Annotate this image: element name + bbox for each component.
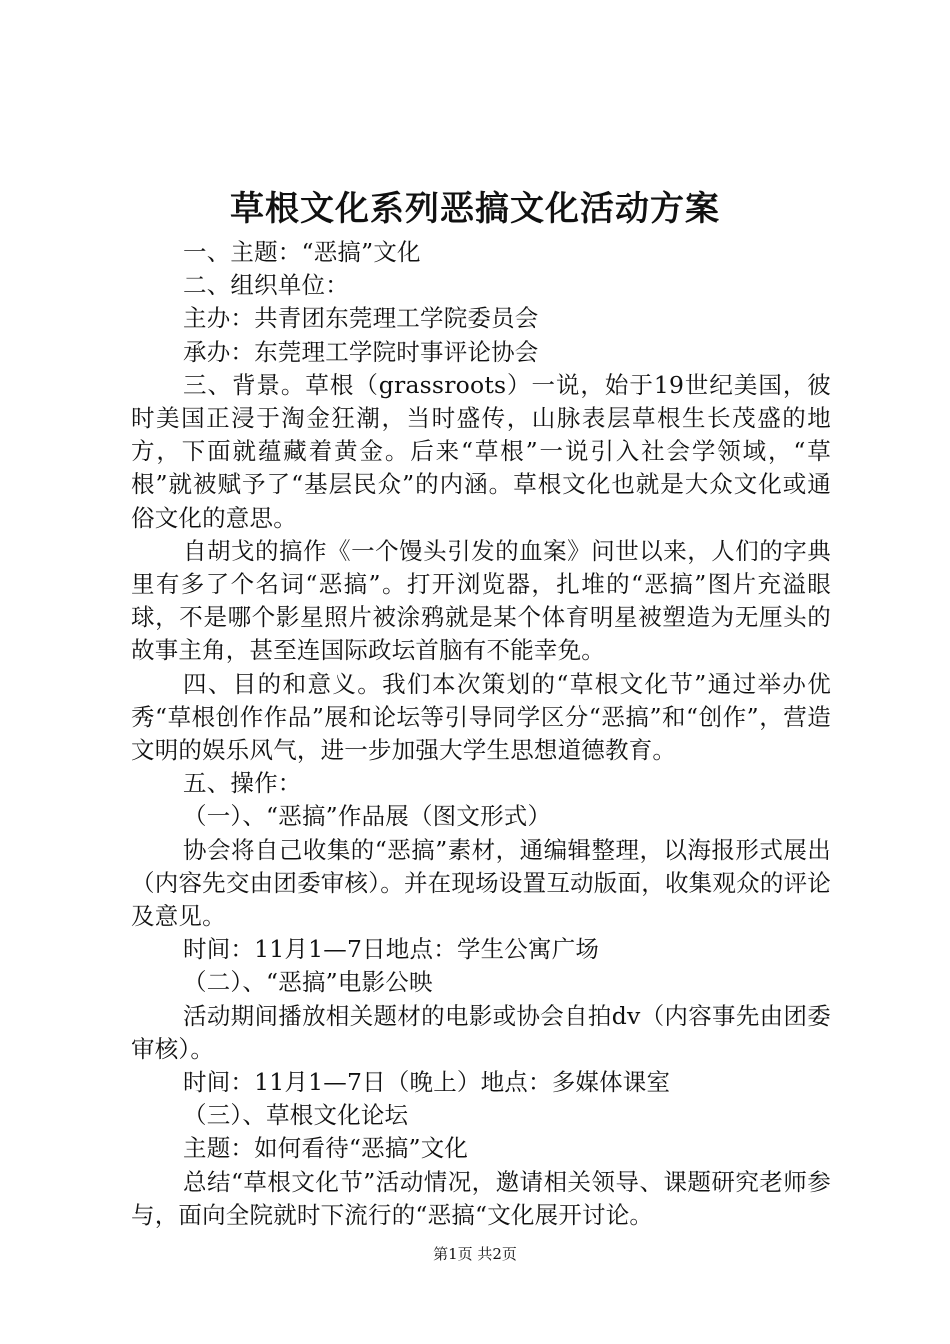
paragraph-organizers-heading: 二、组织单位： [183,271,349,300]
paragraph-forum-heading: （三）、草根文化论坛 [183,1101,409,1130]
paragraph-film-detail: 活动期间播放相关题材的电影或协会自拍dv（内容事先由团委审核）。 [131,1001,831,1063]
paragraph-host: 主办：共青团东莞理工学院委员会 [183,304,539,333]
document-title: 草根文化系列恶搞文化活动方案 [230,189,720,229]
paragraph-exhibition-time: 时间：11月1—7日地点：学生公寓广场 [183,935,600,964]
paragraph-egao-origin: 自胡戈的搞作《一个馒头引发的血案》问世以来，人们的字典里有多了个名词“恶搞”。打开浏览器，扎堆的“恶搞”图片充溢眼球，不是哪个影星照片被涂鸦就是某个体育明星被塑造为无厘头的故事主角，甚至连国际政坛首脑有不能幸免。 [131,536,831,665]
paragraph-background: 三、背景。草根（grassroots）一说，始于19世纪美国，彼时美国正浸于淘金狂潮，当时盛传，山脉表层草根生长茂盛的地方，下面就蕴藏着黄金。后来“草根”一说引入社会学领域，“草根”就被赋予了“基层民众”的内涵。草根文化也就是大众文化或通俗文化的意思。 [131,370,831,532]
paragraph-film-time: 时间：11月1—7日（晚上）地点：多媒体课室 [183,1068,671,1097]
paragraph-purpose: 四、目的和意义。我们本次策划的“草根文化节”通过举办优秀“草根创作作品”展和论坛等引导同学区分“恶搞”和“创作”，营造文明的娱乐风气，进一步加强大学生思想道德教育。 [131,669,831,765]
document-body [131,236,831,1232]
paragraph-forum-theme: 主题：如何看待“恶搞”文化 [183,1134,469,1163]
paragraph-operation-heading: 五、操作： [183,769,302,798]
paragraph-exhibition-detail: 协会将自己收集的“恶搞”素材，通编辑整理，以海报形式展出（内容先交由团委审核）。并在现场设置互动版面，收集观众的评论及意见。 [131,835,831,931]
paragraph-forum-detail: 总结“草根文化节”活动情况，邀请相关领导、课题研究老师参与，面向全院就时下流行的“恶搞“文化展开讨论。 [131,1167,831,1229]
paragraph-film-heading: （二）、“恶搞”电影公映 [183,968,433,997]
paragraph-co-host: 承办：东莞理工学院时事评论协会 [183,337,539,366]
paragraph-theme: 一、主题：“恶搞”文化 [183,238,421,266]
page-footer: 第1页 共2页 [433,1245,517,1263]
paragraph-exhibition-heading: （一）、“恶搞”作品展（图文形式） [183,802,552,831]
